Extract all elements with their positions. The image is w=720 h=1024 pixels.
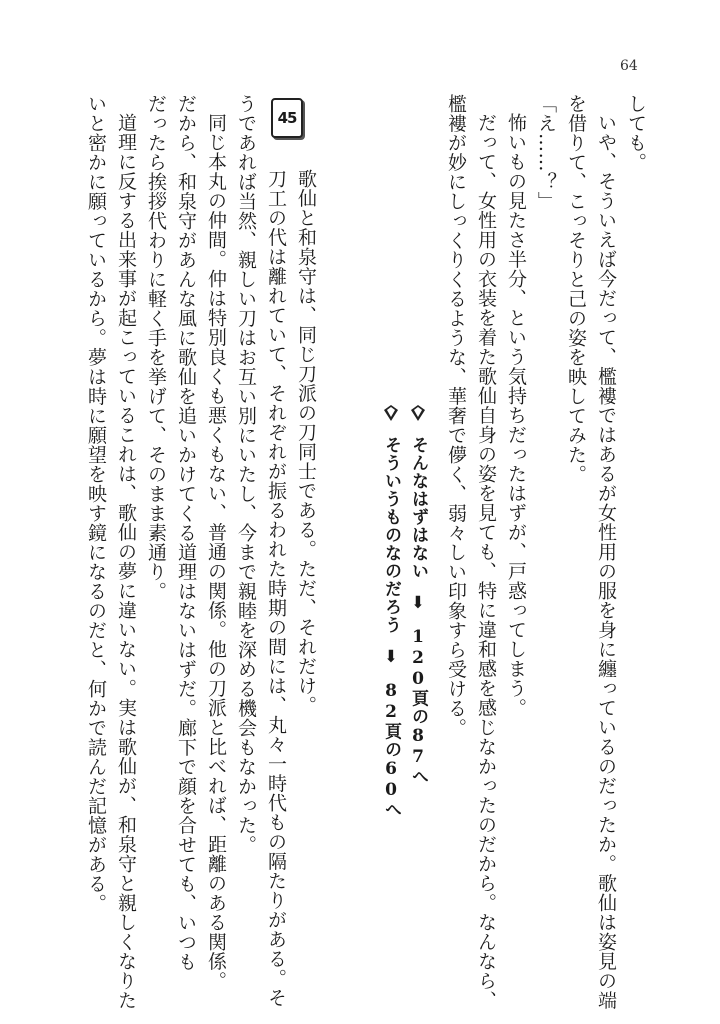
text-column: を借りて、こっそりと己の姿を映してみた。 (565, 94, 587, 484)
text-column: だから、和泉守があんな風に歌仙を追いかけてくる道理はないはずだ。廊下で顔を合せても、いつも (175, 94, 197, 972)
text-column: だって、女性用の衣装を着た歌仙自身の姿を見ても、特に違和感を感じなかったのだから。なんなら、 (475, 113, 497, 1010)
choice-text: そういうものなのだろう (381, 435, 401, 634)
text-column: 檻褸が妙にしっくりくるような、華奢で儚く、弱々しい印象すら受ける。 (445, 94, 467, 738)
text-column: 道理に反する出来事が起こっているこれは、歌仙の夢に違いない。実は歌仙が、和泉守と親しくなりた (115, 113, 137, 1010)
crystal-diamond-icon (410, 405, 426, 421)
text-column: 歌仙と和泉守は、同じ刀派の刀同士である。ただ、それだけ。 (295, 169, 317, 715)
page-number: 64 (620, 58, 638, 74)
text-column: だったら挨拶代わりに軽く手を挙げて、そのまま素通り。 (145, 94, 167, 601)
text-column: うであれば当然、親しい刀はお互い別にいたし、今まで親睦を深める機会もなかった。 (235, 94, 257, 855)
text-column: 刀工の代は離れていて、それぞれが振るわれた時期の間には、丸々一時代もの隔たりがある。そ (265, 169, 287, 1008)
text-column: しても。 (625, 94, 647, 172)
section-number-badge: 45 (271, 98, 303, 138)
text-column: いと密かに願っているから。夢は時に願望を映す鏡になるのだと、何かで読んだ記憶がある。 (85, 94, 107, 913)
down-arrow-icon: ⬇ (408, 592, 428, 614)
text-column: 同じ本丸の仲間。仲は特別良くも悪くもない、普通の関係。他の刀派と比べれば、距離のある関係。 (205, 113, 227, 991)
choice-text: そんなはずはない (408, 435, 428, 580)
text-column: 「え……？」 (535, 94, 557, 211)
choice-target: 120頁の87へ (408, 626, 428, 786)
choice-link[interactable] (379, 405, 404, 819)
down-arrow-icon: ⬇ (381, 646, 401, 668)
choice-target: 82頁の60へ (381, 680, 401, 819)
text-column: いや、そういえば今だって、檻褸ではあるが女性用の服を身に纏っているのだったか。歌仙は姿見の端 (595, 113, 617, 1010)
text-column: 怖いもの見たさ半分、という気持ちだったはずが、戸惑ってしまう。 (505, 113, 527, 718)
crystal-diamond-icon (383, 405, 399, 421)
choice-link[interactable] (406, 405, 431, 786)
